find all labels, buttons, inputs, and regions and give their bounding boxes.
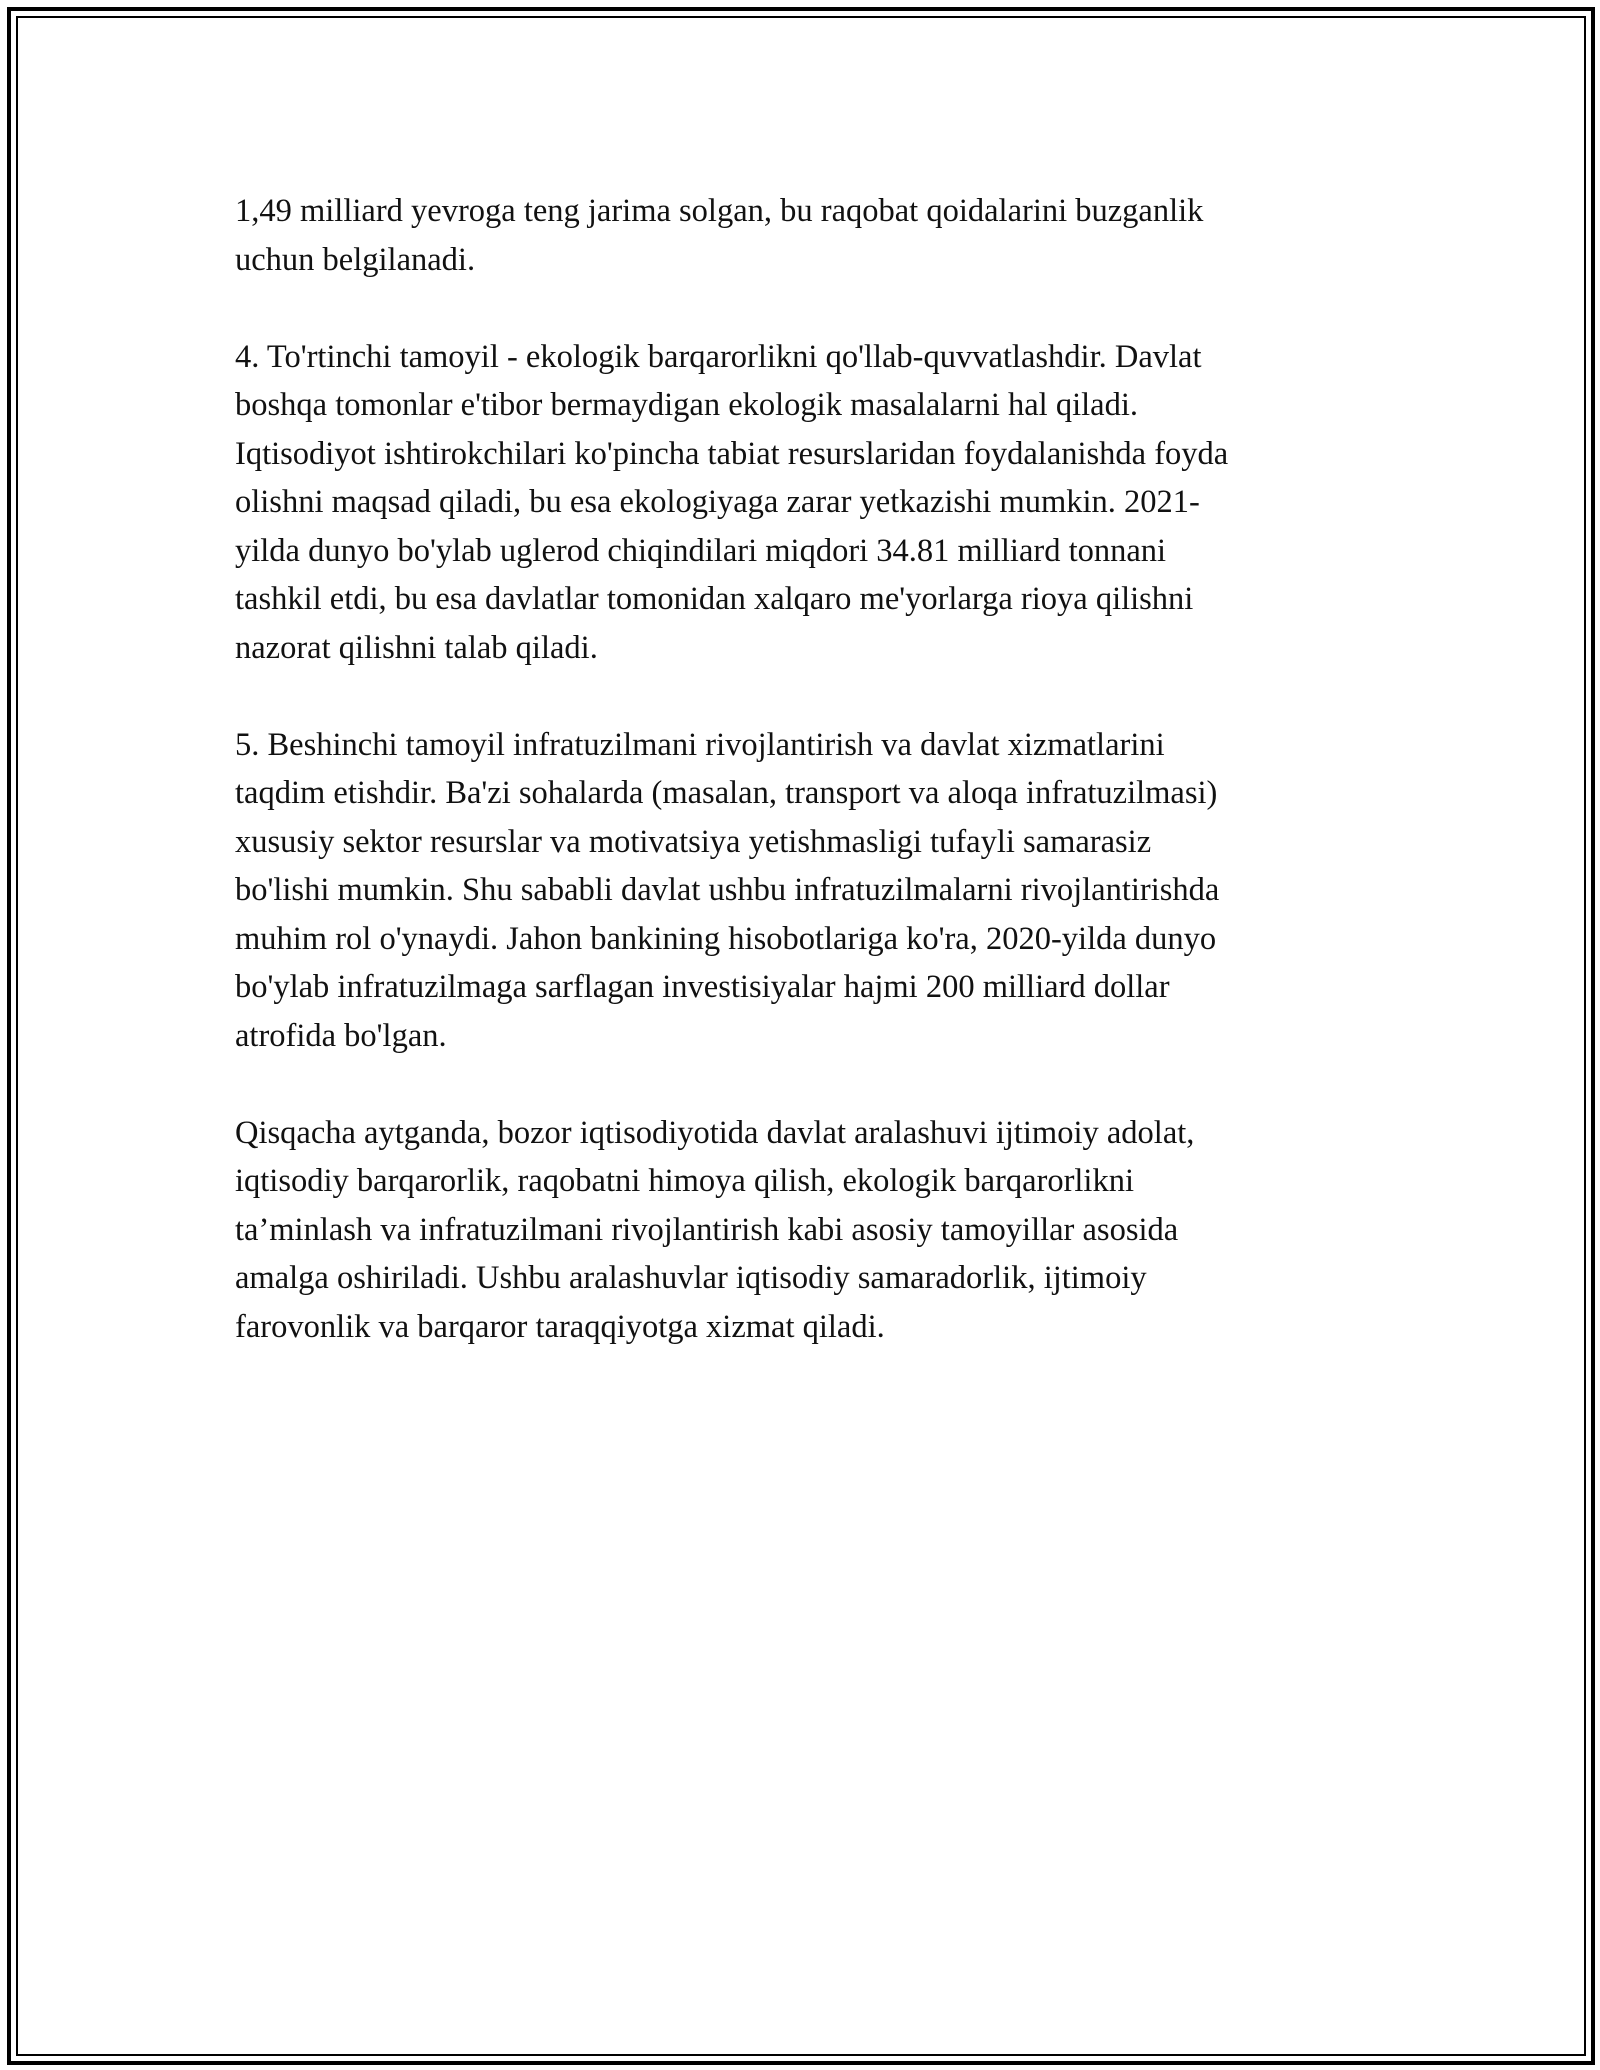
document-body [235,187,1365,1400]
paragraph-principle-5: 5. Beshinchi tamoyil infratuzilmani rivojlantirish va davlat xizmatlarini taqdim etishdir. Ba'zi sohalarda (masalan, transport va aloqa infratuzilmasi) xususiy sektor resurslar va motivatsiya yetishmasligi tufayli samarasiz bo'lishi mumkin. Shu sababli davlat ushbu infratuzilmalarni rivojlantirishda muhim rol o'ynaydi. Jahon bankining hisobotlariga ko'ra, 2020-yilda dunyo bo'ylab infratuzilmaga sarflagan investisiyalar hajmi 200 milliard dollar atrofida bo'lgan. [235,726,1220,1054]
paragraph-fine-continuation: 1,49 milliard yevroga teng jarima solgan, bu raqobat qoidalarini buzganlik uchun belgilanadi. [235,193,1204,278]
paragraph-summary: Qisqacha aytganda, bozor iqtisodiyotida davlat aralashuvi ijtimoiy adolat, iqtisodiy barqarorlik, raqobatni himoya qilish, ekologik barqarorlikni ta’minlash va infratuzilmani rivojlantirish kabi asosiy tamoyillar asosida amalga oshiriladi. Ushbu aralashuvlar iqtisodiy samaradorlik, ijtimoiy farovonlik va barqaror taraqqiyotga xizmat qiladi. [235,1114,1195,1345]
paragraph-principle-4: 4. To'rtinchi tamoyil - ekologik barqarorlikni qo'llab-quvvatlashdir. Davlat boshqa tomonlar e'tibor bermaydigan ekologik masalalarni hal qiladi. Iqtisodiyot ishtirokchilari ko'pincha tabiat resurslaridan foydalanishda foyda olishni maqsad qiladi, bu esa ekologiyaga zarar yetkazishi mumkin. 2021- yilda dunyo bo'ylab uglerod chiqindilari miqdori 34.81 milliard tonnani tashkil etdi, bu esa davlatlar tomonidan xalqaro me'yorlarga rioya qilishni nazorat qilishni talab qiladi. [235,338,1229,666]
